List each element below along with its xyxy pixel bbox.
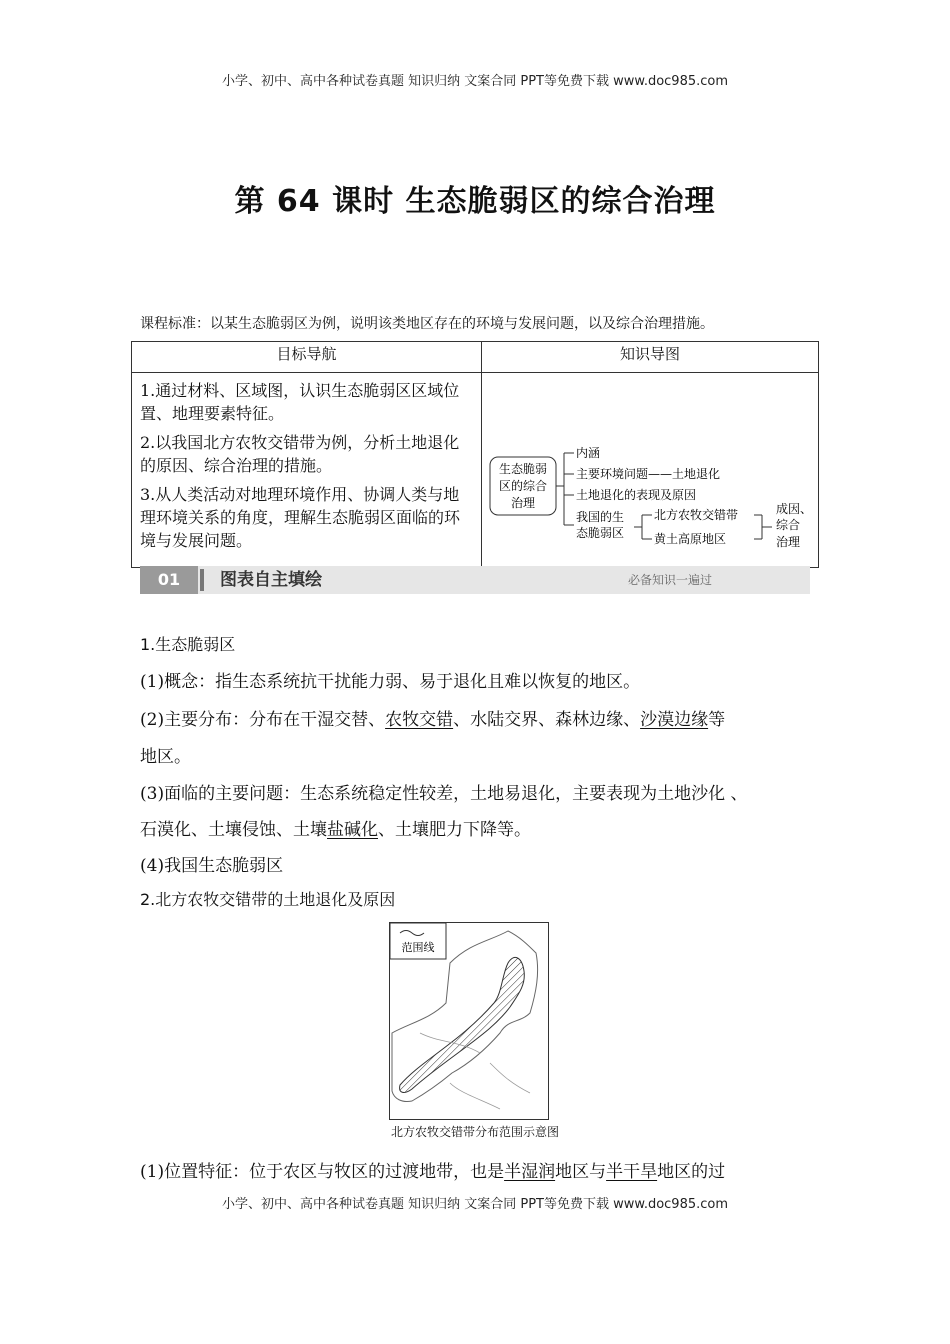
goal-item: 3.从人类活动对地理环境作用、协调人类与地理环境关系的角度，理解生态脆弱区面临的环境与发展问题。 [140, 485, 461, 550]
ecotone-map [389, 922, 549, 1120]
text-span: 等 [708, 710, 726, 730]
mindmap-right-bracket [754, 515, 772, 539]
goals-header: 目标导航 [132, 342, 482, 373]
answer-blank: 半干旱 [606, 1162, 658, 1182]
mindmap-header: 知识导图 [482, 342, 819, 373]
mindmap-diagram [482, 373, 820, 565]
sec1-p1: (1)概念：指生态系统抗干扰能力弱、易于退化且难以恢复的地区。 [140, 672, 641, 692]
goals-list [132, 373, 482, 568]
sec1-p4: (4)我国生态脆弱区 [140, 856, 284, 876]
mindmap-b4-l1: 我国的生 [576, 510, 625, 524]
sec2-p1 [140, 1157, 725, 1182]
goal-item: 1.通过材料、区域图，认识生态脆弱区区域位置、地理要素特征。 [140, 381, 460, 423]
text-span: 地区与 [555, 1162, 607, 1182]
mindmap-sub-bracket [634, 515, 652, 539]
mindmap-b4b: 黄土高原地区 [654, 532, 727, 546]
section-band [140, 566, 810, 594]
text-span: 、土壤肥力下降等。 [378, 820, 531, 840]
course-standard: 课程标准：以某生态脆弱区为例，说明该类地区存在的环境与发展问题，以及综合治理措施。 [140, 316, 714, 332]
page-title: 第 64 课时 生态脆弱区的综合治理 [234, 184, 716, 219]
mindmap-right-l3: 治理 [776, 535, 801, 549]
band-right-note: 必备知识一遍过 [627, 573, 712, 587]
mindmap-b3: 土地退化的表现及原因 [576, 488, 697, 502]
text-span: 石漠化、土壤侵蚀、土壤 [140, 820, 327, 840]
band-label: 图表自主填绘 [220, 570, 322, 590]
footer-watermark: 小学、初中、高中各种试卷真题 知识归纳 文案合同 PPT等免费下载 www.doc985.com [221, 1197, 729, 1212]
mindmap-b4a: 北方农牧交错带 [654, 508, 739, 522]
ecotone-zone [400, 957, 525, 1092]
mindmap-root-l2: 区的综合 [498, 479, 548, 493]
answer-blank: 沙漠边缘 [640, 710, 709, 730]
text-span: (2)主要分布：分布在干湿交替、 [140, 710, 386, 730]
goal-item: 2.以我国北方农牧交错带为例，分析土地退化的原因、综合治理的措施。 [140, 433, 460, 475]
map-drawing [390, 923, 548, 1119]
answer-blank: 盐碱化 [327, 820, 378, 840]
mindmap-right-l2: 综合 [776, 518, 801, 532]
mindmap-bracket [556, 453, 564, 525]
text-span: 地区的过 [657, 1162, 726, 1182]
mindmap-b1: 内涵 [576, 446, 601, 460]
sec2-heading: 2.北方农牧交错带的土地退化及原因 [140, 890, 396, 909]
goals-table [131, 341, 819, 568]
band-divider [200, 569, 204, 591]
sec1-p2-cont: 地区。 [140, 747, 191, 767]
header-watermark: 小学、初中、高中各种试卷真题 知识归纳 文案合同 PPT等免费下载 www.doc985.com [221, 74, 729, 89]
mindmap-right-l1: 成因、 [776, 502, 813, 516]
mindmap-cell [482, 373, 819, 568]
mindmap-branches [564, 453, 574, 525]
text-span: 、水陆交界、森林边缘、 [453, 710, 641, 730]
map-rivers [420, 1033, 530, 1109]
sec1-p2 [140, 705, 725, 730]
mindmap-b2: 主要环境问题——土地退化 [576, 467, 721, 481]
answer-blank: 农牧交错 [385, 710, 454, 730]
sec1-heading: 1.生态脆弱区 [140, 635, 236, 654]
text-span: (1)位置特征：位于农区与牧区的过渡地带，也是 [140, 1162, 505, 1182]
mindmap-root-l1: 生态脆弱 [498, 462, 548, 476]
mindmap-root-l3: 治理 [510, 496, 536, 510]
answer-blank: 半湿润 [504, 1162, 556, 1182]
mindmap-b4-l2: 态脆弱区 [576, 526, 625, 540]
map-caption: 北方农牧交错带分布范围示意图 [390, 1125, 559, 1139]
sec1-p3: (3)面临的主要问题：生态系统稳定性较差，土地易退化，主要表现为土地沙化 、 [140, 784, 748, 804]
band-number: 01 [140, 566, 198, 594]
sec1-p3-cont [140, 815, 531, 840]
map-legend-text: 范围线 [401, 941, 435, 954]
